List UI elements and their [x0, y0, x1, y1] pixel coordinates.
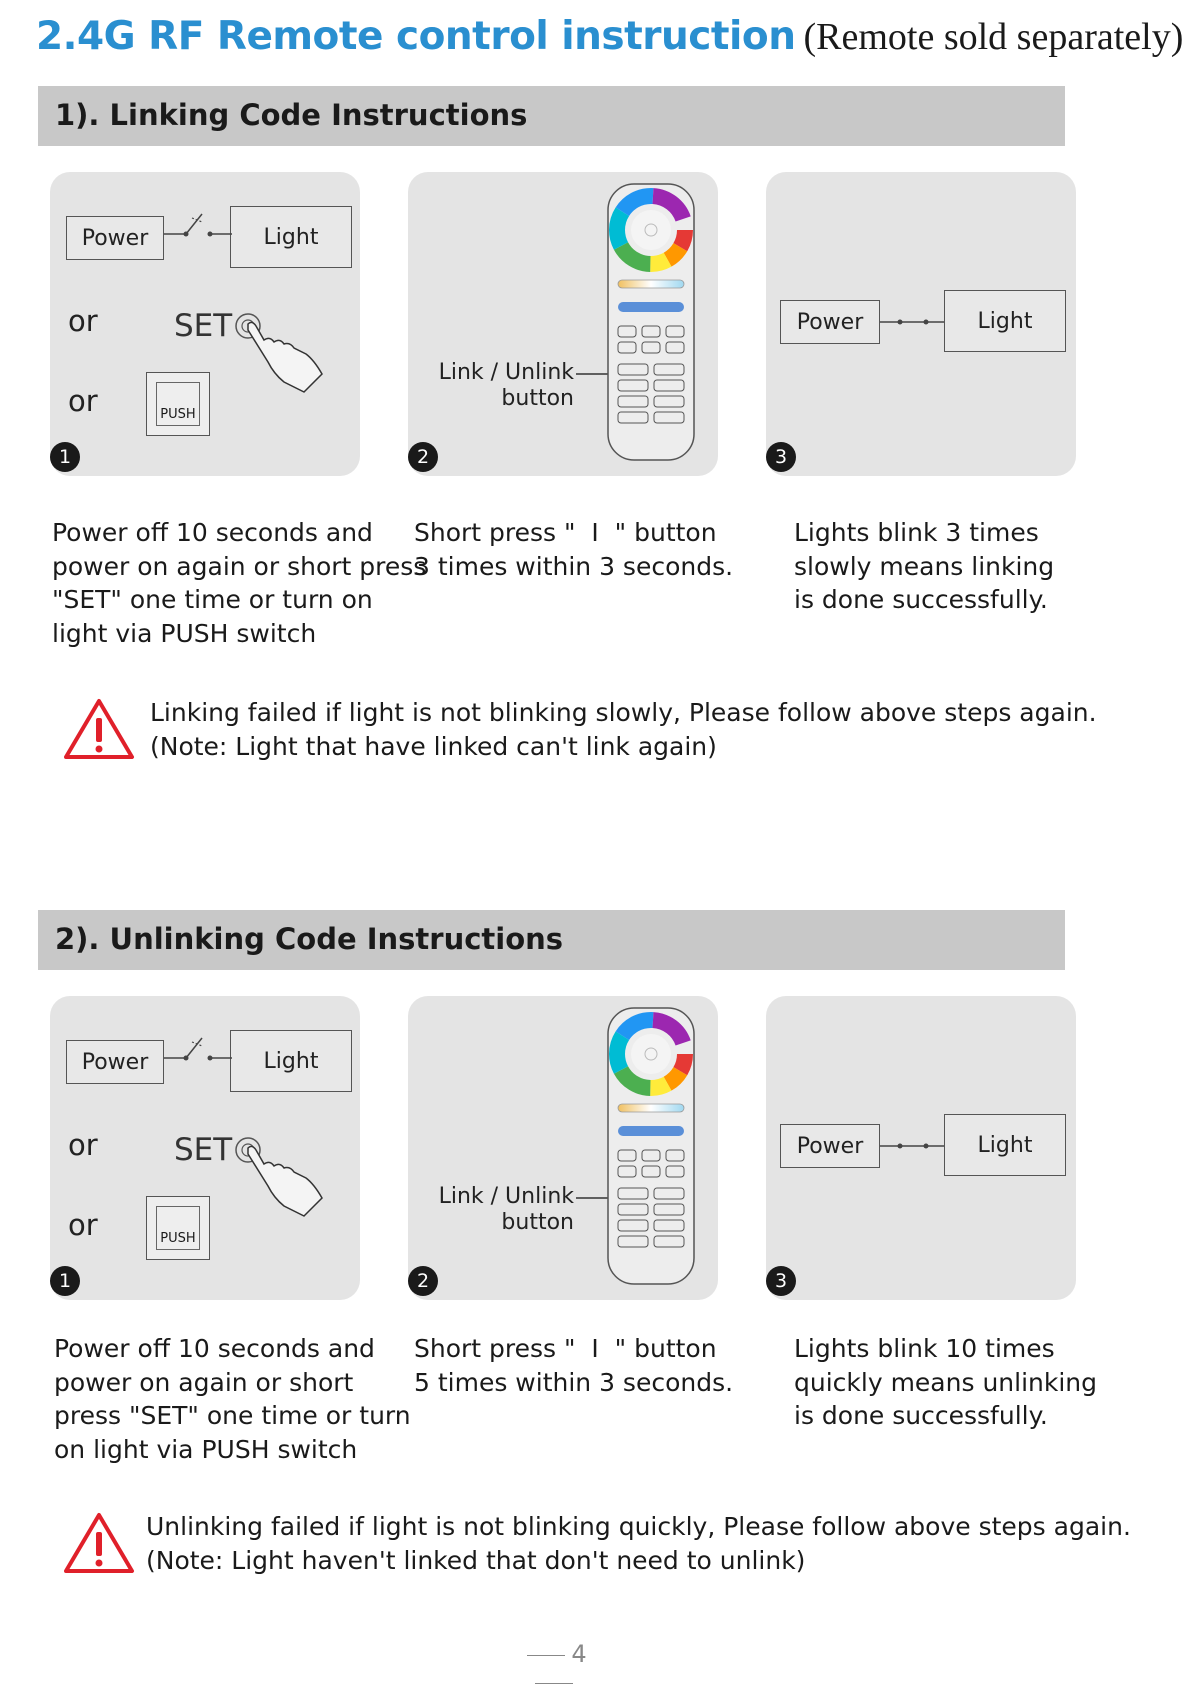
step3-panel	[766, 172, 1076, 476]
closed-switch-icon	[878, 1136, 946, 1156]
light-box: Light	[230, 1030, 352, 1092]
link-unlink-label: Link / Unlink button	[438, 1184, 574, 1235]
step-number: 1	[50, 442, 80, 472]
warning-text: Linking failed if light is not blinking slowly, Please follow above steps again. (Note: Light that have linked can't link again)	[150, 698, 1097, 761]
step2-description: Short press " I " button 5 times within 3 seconds.	[414, 1334, 734, 1397]
section-header-unlinking	[38, 910, 1065, 970]
light-box: Light	[944, 1114, 1066, 1176]
step3-description: Lights blink 3 times slowly means linking is done successfully.	[794, 518, 1055, 614]
step3-description: Lights blink 10 times quickly means unlinking is done successfully.	[794, 1334, 1098, 1430]
step1-description: Power off 10 seconds and power on again or short press "SET" one time or turn on light via PUSH switch	[52, 518, 427, 648]
remote-control-icon	[604, 1004, 698, 1288]
push-switch	[146, 1196, 210, 1260]
warning-triangle-icon	[62, 696, 136, 762]
power-box: Power	[66, 216, 164, 260]
hand-press-icon	[234, 1136, 334, 1226]
step2-panel	[408, 996, 718, 1300]
step-number: 3	[766, 1266, 796, 1296]
step-number: 1	[50, 1266, 80, 1296]
switch-icon	[162, 1026, 234, 1066]
closed-switch-icon	[878, 312, 946, 332]
or-label: or	[68, 304, 98, 338]
push-label: PUSH	[156, 382, 200, 426]
step1-panel	[50, 996, 360, 1300]
power-box: Power	[780, 1124, 880, 1168]
push-switch	[146, 372, 210, 436]
power-box: Power	[66, 1040, 164, 1084]
step-number: 2	[408, 442, 438, 472]
step2-description: Short press " I " button 3 times within 3 seconds.	[414, 518, 734, 581]
step-number: 2	[408, 1266, 438, 1296]
step3-panel	[766, 996, 1076, 1300]
step1-panel	[50, 172, 360, 476]
or-label: or	[68, 1208, 98, 1242]
light-box: Light	[230, 206, 352, 268]
step1-description: Power off 10 seconds and power on again or short press "SET" one time or turn on light via PUSH switch	[54, 1334, 411, 1464]
hand-press-icon	[234, 312, 334, 402]
light-box: Light	[944, 290, 1066, 352]
section-header-linking	[38, 86, 1065, 146]
push-label: PUSH	[156, 1206, 200, 1250]
or-label: or	[68, 1128, 98, 1162]
power-box: Power	[780, 300, 880, 344]
title-sub: (Remote sold separately)	[803, 16, 1183, 58]
section-heading: 1). Linking Code Instructions	[55, 98, 528, 132]
link-unlink-label: Link / Unlink button	[438, 360, 574, 411]
set-label: SET	[174, 308, 233, 344]
section-heading: 2). Unlinking Code Instructions	[55, 922, 564, 956]
remote-control-icon	[604, 180, 698, 464]
step-number: 3	[766, 442, 796, 472]
or-label: or	[68, 384, 98, 418]
set-label: SET	[174, 1132, 233, 1168]
step2-panel	[408, 172, 718, 476]
warning-text: Unlinking failed if light is not blinking quickly, Please follow above steps again. (Note: Light haven't linked that don't need to unlink)	[146, 1512, 1131, 1575]
page-title	[36, 14, 1183, 59]
page-number	[500, 1640, 608, 1696]
switch-icon	[162, 202, 234, 242]
title-main: 2.4G RF Remote control instruction	[36, 14, 796, 59]
warning-triangle-icon	[62, 1510, 136, 1576]
page-number-text: 4	[571, 1640, 587, 1668]
